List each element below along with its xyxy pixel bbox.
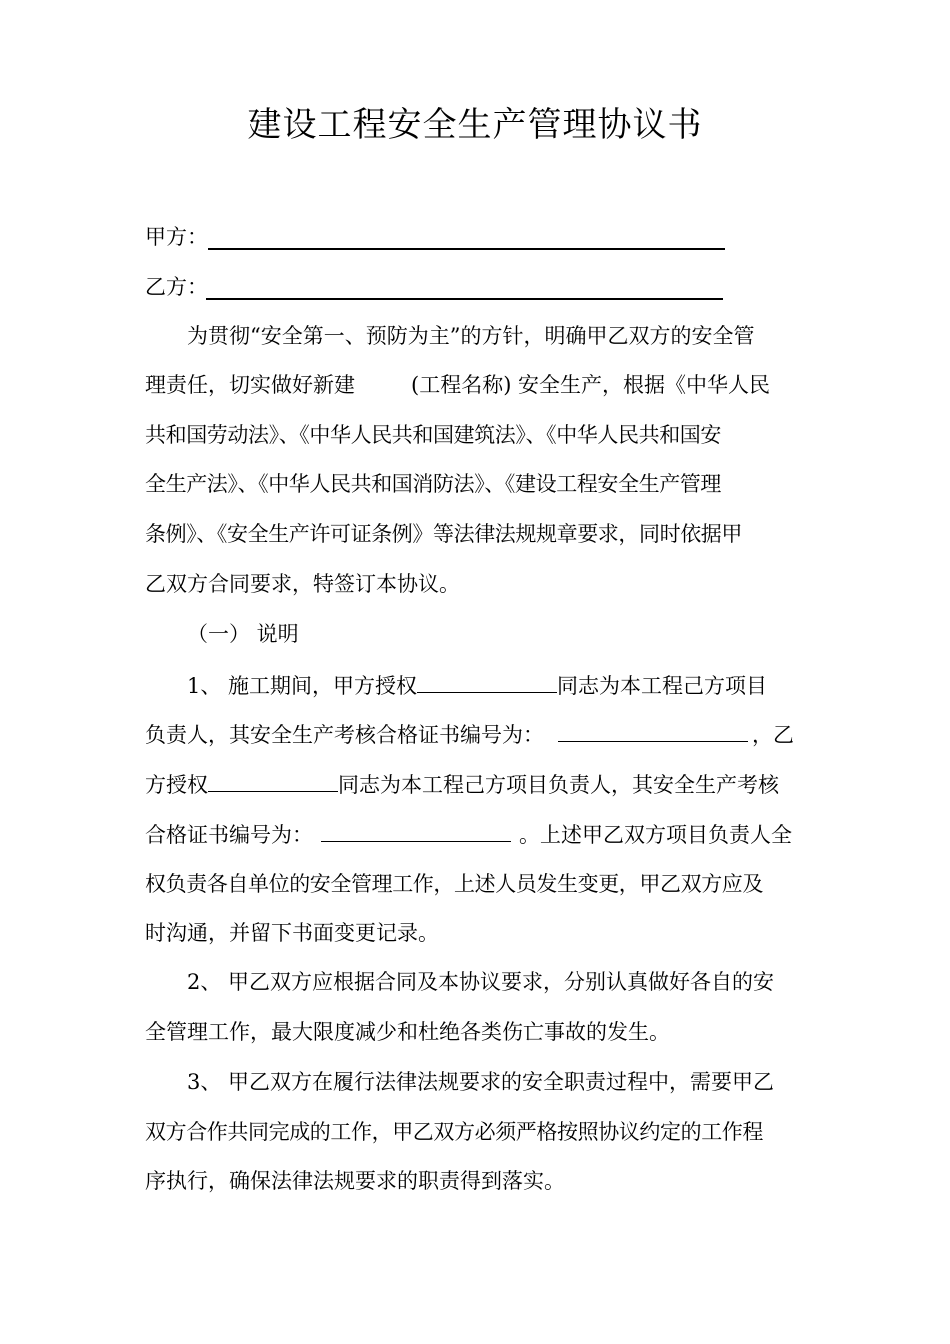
intro-line-6: 乙双方合同要求，特签订本协议。 [145,572,460,596]
item-1-line-2: 负责人，其安全生产考核合格证书编号为： ，乙 [145,719,810,750]
party-b-label: 乙方： [145,275,208,299]
item-3-line-2: 双方合作共同完成的工作，甲乙双方必须严格按照协议约定的工作程 [145,1120,763,1144]
item-1-line-6: 时沟通，并留下书面变更记录。 [145,921,439,945]
item-3-line-1: 3、 甲乙双方在履行法律法规要求的安全职责过程中，需要甲乙 [187,1070,775,1094]
intro-line-5: 条例》、《安全生产许可证条例》等法律法规规章要求，同时依据甲 [145,522,742,546]
item-2-line-2: 全管理工作，最大限度减少和杜绝各类伤亡事故的发生。 [145,1020,670,1044]
item-1-line-1: 1、 施工期间，甲方授权 同志为本工程己方项目 [187,670,810,701]
item-1-line-4: 合格证书编号为： 。上述甲乙双方项目负责人全 [145,819,810,850]
party-a-blank [208,248,725,250]
project-manager-b-blank [208,769,338,792]
project-manager-a-blank [417,670,557,693]
document-title: 建设工程安全生产管理协议书 [247,105,703,145]
party-a-label: 甲方： [145,225,208,249]
item-2-line-1: 2、 甲乙双方应根据合同及本协议要求，分别认真做好各自的安 [187,970,775,994]
item-3-line-3: 序执行，确保法律法规要求的职责得到落实。 [145,1169,565,1193]
certificate-a-blank [558,719,748,742]
section-1-heading: （一） 说明 [187,622,299,646]
item-1-line-3: 方授权 同志为本工程己方项目负责人，其安全生产考核 [145,769,810,800]
intro-line-1: 为贯彻“安全第一、预防为主”的方针，明确甲乙双方的安全管 [187,324,755,348]
certificate-b-blank [321,819,511,842]
intro-line-3: 共和国劳动法》、《中华人民共和国建筑法》、《中华人民共和国安 [145,423,721,447]
intro-line-2: 理责任，切实做好新建 (工程名称) 安全生产，根据《中华人民 [145,373,771,397]
party-b-blank [206,298,723,300]
item-1-line-5: 权负责各自单位的安全管理工作，上述人员发生变更，甲乙双方应及 [145,872,763,896]
intro-line-4: 全生产法》、《中华人民共和国消防法》、《建设工程安全生产管理 [145,472,721,496]
